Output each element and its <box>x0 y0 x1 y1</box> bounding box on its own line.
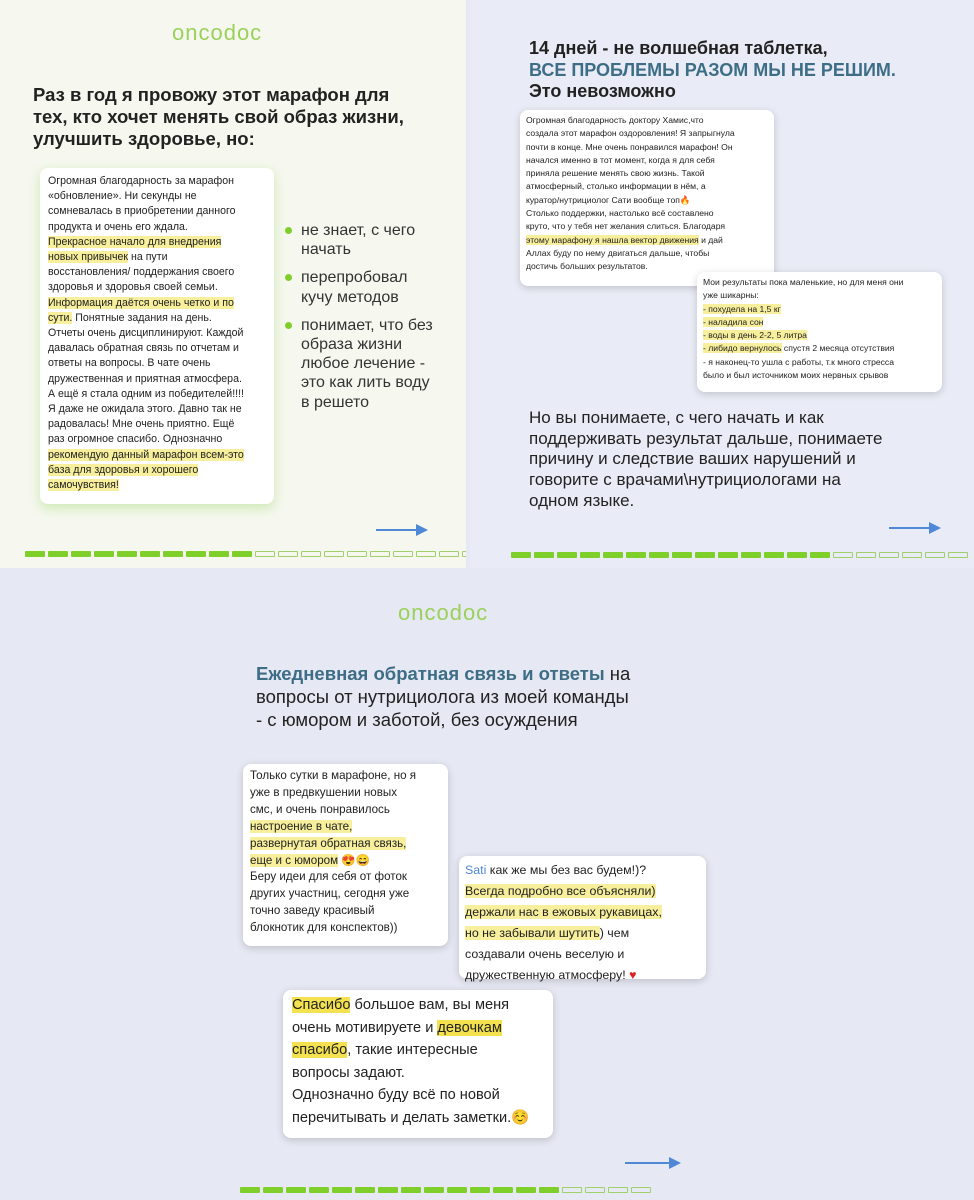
text-line <box>48 280 266 295</box>
text: Огромная благодарность доктору Хамис,что <box>526 115 704 125</box>
highlighted-text: Информация даётся очень четко и по <box>48 296 234 309</box>
text: и дай <box>698 234 723 245</box>
text: уже в предвкушении новых <box>250 785 398 799</box>
text: сомневалась в приобретении данного <box>48 205 236 218</box>
text: начался именно в тот момент, когда я для себя <box>526 154 715 165</box>
text-line <box>526 180 768 193</box>
progress-segment <box>447 1187 467 1193</box>
reason-item <box>285 316 460 412</box>
chat-message-card <box>283 990 553 1138</box>
text-line <box>465 944 700 965</box>
progress-segment <box>255 551 275 557</box>
reason-line: в решето <box>301 393 369 411</box>
text: Аллах буду по нему двигаться дальше, чтобы <box>526 247 710 258</box>
text-line <box>292 1107 544 1130</box>
progress-segment <box>626 552 646 558</box>
text-line <box>48 174 266 189</box>
text: продукта и очень его ждала. <box>48 220 188 233</box>
progress-segment <box>695 552 715 558</box>
highlighted-text: настроение в чате, <box>250 819 353 833</box>
text-line <box>703 289 936 302</box>
text-line <box>48 235 266 250</box>
reason-line: кучу методов <box>301 288 399 306</box>
text-line <box>526 207 768 220</box>
text-line <box>250 920 441 937</box>
text-line <box>250 785 441 802</box>
progress-segment <box>232 551 252 557</box>
text: А ещё я стала одним из победителей!!!! <box>48 387 244 400</box>
reason-line: не знает, с чего <box>301 222 416 239</box>
text-line <box>48 417 266 432</box>
results-card <box>697 272 942 392</box>
highlighted-text: Спасибо <box>292 997 351 1013</box>
progress-segment <box>580 552 600 558</box>
progress-segment <box>649 552 669 558</box>
para-line: одном языке. <box>529 490 635 510</box>
progress-segment <box>672 552 692 558</box>
chat-message-card <box>459 856 706 982</box>
highlighted-text: рекомендую данный марафон всем-это <box>48 448 244 461</box>
progress-segment <box>562 1187 582 1193</box>
text: дружественная и приятная атмосфера. <box>48 372 242 385</box>
text-line <box>48 220 266 235</box>
progress-segment <box>493 1187 513 1193</box>
text-line <box>703 329 936 342</box>
reason-line: любое лечение - <box>301 355 426 373</box>
text-line <box>250 903 441 920</box>
highlighted-text: Прекрасное начало для внедрения <box>48 235 222 248</box>
text-line <box>292 1017 544 1040</box>
text: Огромная благодарность за марафон <box>48 175 234 187</box>
reason-item <box>285 268 460 306</box>
progress-segment <box>424 1187 444 1193</box>
para-line: говорите с врачами\нутрициологами на <box>529 470 841 490</box>
reason-line: начать <box>301 241 351 259</box>
highlighted-text: еще и с юмором <box>250 853 339 867</box>
text: здоровья и здоровья своей семьи. <box>48 281 218 294</box>
progress-segment <box>470 1187 490 1193</box>
text-line <box>250 836 441 853</box>
progress-segment <box>163 551 183 557</box>
text: Беру идеи для себя от фоток <box>250 870 407 884</box>
progress-bar <box>240 1187 651 1193</box>
progress-segment <box>439 551 459 557</box>
text-line <box>48 204 266 219</box>
text: блокнотик для конспектов)) <box>250 921 398 935</box>
progress-segment <box>378 1187 398 1193</box>
text-line <box>48 265 266 280</box>
text: вопросы задают. <box>292 1064 405 1081</box>
chat-message-card <box>243 764 448 946</box>
text-line <box>465 860 700 881</box>
progress-segment <box>925 552 945 558</box>
text: «обновление». Ни секунды не <box>48 190 197 203</box>
text: было и был источником моих нервных срывов <box>703 370 889 381</box>
text: на пути <box>128 251 168 264</box>
highlighted-text: - наладила сон <box>703 316 764 327</box>
text: Только сутки в марафоне, но я <box>250 769 417 782</box>
progress-segment <box>608 1187 628 1193</box>
text-line <box>465 965 700 986</box>
reasons-list <box>285 221 460 421</box>
text-line <box>48 326 266 341</box>
text-line <box>292 994 544 1017</box>
progress-segment <box>833 552 853 558</box>
text-line <box>526 154 768 167</box>
slide-3-title <box>256 662 630 731</box>
text: спустя 2 месяца отсутствия <box>781 343 895 354</box>
text-line <box>48 463 266 478</box>
text-line <box>48 341 266 356</box>
text: круто, что у тебя нет желания слиться. Благодаря <box>526 221 726 232</box>
text-line <box>48 250 266 265</box>
text: - я наконец-то ушла с работы, т.к много стресса <box>703 356 895 367</box>
text: радовалась! Мне очень приятно. Ещё <box>48 418 235 431</box>
progress-segment <box>557 552 577 558</box>
title-rest: на <box>604 663 631 684</box>
highlighted-text: - похудела на 1,5 кг <box>703 303 781 314</box>
progress-segment <box>585 1187 605 1193</box>
highlighted-text: новых привычек <box>48 251 129 264</box>
text: ответы на вопросы. В чате очень <box>48 357 211 370</box>
text-line <box>292 1084 544 1107</box>
highlighted-text: сути. <box>48 311 73 324</box>
text: создала этот марафон оздоровления! Я запрыгнула <box>526 128 735 139</box>
text-line <box>250 768 441 785</box>
reason-line: образа жизни <box>301 335 403 353</box>
text: перечитывать и делать заметки.☺️ <box>292 1109 530 1126</box>
progress-segment <box>393 551 413 557</box>
text: большое вам, вы меня <box>350 997 510 1013</box>
text-line <box>48 478 266 493</box>
title-line: тех, кто хочет менять свой образ жизни, <box>33 106 404 128</box>
progress-segment <box>186 551 206 557</box>
highlighted-text: база для здоровья и хорошего <box>48 463 199 476</box>
text-line <box>48 296 266 311</box>
text-line <box>48 387 266 402</box>
progress-segment <box>240 1187 260 1193</box>
reason-item <box>285 221 460 259</box>
highlighted-text: Всегда подробно все объясняли) <box>465 884 656 898</box>
text-line <box>526 141 768 154</box>
progress-segment <box>416 551 436 557</box>
text: Столько поддержки, настолько всё составлено <box>526 208 714 219</box>
text: раз огромное спасибо. Однозначно <box>48 433 223 446</box>
text-line <box>703 276 936 289</box>
progress-segment <box>603 552 623 558</box>
progress-segment <box>370 551 390 557</box>
progress-segment <box>94 551 114 557</box>
title-line: улучшить здоровье, но: <box>33 128 255 150</box>
progress-segment <box>117 551 137 557</box>
progress-segment <box>347 551 367 557</box>
text: очень мотивируете и <box>292 1019 438 1036</box>
slide-2 <box>470 0 974 568</box>
text-line <box>703 316 936 329</box>
highlighted-text: - воды в день 2-2, 5 литра <box>703 330 807 341</box>
title-line: - с юмором и заботой, без осуждения <box>256 709 578 731</box>
title-line: 14 дней - не волшебная таблетка, <box>529 38 828 58</box>
text-line <box>703 303 936 316</box>
text-line <box>465 923 700 944</box>
para-line: Но вы понимаете, с чего начать и как <box>529 408 824 427</box>
text: давалась обратная связь по отчетам и <box>48 342 239 355</box>
text-line <box>48 448 266 463</box>
title-bold: Ежедневная обратная связь и ответы <box>256 663 605 684</box>
title-line: вопросы от нутрициолога из моей команды <box>256 686 629 708</box>
text-line <box>526 114 768 127</box>
text-line <box>526 220 768 233</box>
logo: oncodoc <box>172 20 263 45</box>
logo: oncodoc <box>398 600 489 625</box>
text: приняла решение менять свою жизнь. Такой <box>526 168 705 179</box>
explanation-paragraph <box>529 408 949 512</box>
text-line <box>48 402 266 417</box>
text-line <box>48 311 266 326</box>
text: уже шикарны: <box>703 290 759 301</box>
progress-segment <box>332 1187 352 1193</box>
text-line <box>526 234 768 247</box>
progress-segment <box>263 1187 283 1193</box>
progress-segment <box>631 1187 651 1193</box>
text-line <box>526 127 768 140</box>
progress-segment <box>462 551 466 557</box>
progress-segment <box>539 1187 559 1193</box>
para-line: поддерживать результат дальше, понимаете <box>529 428 883 448</box>
review-card <box>520 110 774 286</box>
text: куратор/нутрициолог Сати вообще топ🔥 <box>526 194 691 205</box>
text-line <box>526 167 768 180</box>
text-line <box>703 369 936 382</box>
highlighted-text: но не забывали шутить <box>465 926 600 940</box>
para-line: причину и следствие ваших нарушений и <box>529 449 856 469</box>
text: дружественную атмосферу! <box>465 968 630 982</box>
text: атмосферный, столько информации в нём, а <box>526 181 706 192</box>
text: Я даже не ожидала этого. Давно так не <box>48 403 242 416</box>
text: Понятные задания на день. <box>72 311 212 324</box>
text: как же мы без вас будем!)? <box>486 863 647 877</box>
highlighted-text: девочкам <box>437 1019 502 1036</box>
text-line <box>48 432 266 447</box>
progress-segment <box>48 551 68 557</box>
progress-bar <box>25 551 466 557</box>
progress-segment <box>324 551 344 557</box>
text-line <box>250 886 441 903</box>
text: других участниц, сегодня уже <box>250 887 410 901</box>
text-line <box>250 853 441 870</box>
next-arrow-icon[interactable] <box>376 523 428 537</box>
highlighted-text: развернутая обратная связь, <box>250 836 407 850</box>
progress-segment <box>787 552 807 558</box>
progress-segment <box>948 552 968 558</box>
text-line <box>703 356 936 369</box>
text-line <box>250 819 441 836</box>
text-line <box>292 1062 544 1085</box>
highlighted-text: самочувствия! <box>48 479 119 492</box>
text-line <box>703 342 936 355</box>
title-line-highlight: ВСЕ ПРОБЛЕМЫ РАЗОМ МЫ НЕ РЕШИМ. <box>529 59 896 80</box>
title-line: Это невозможно <box>529 81 676 102</box>
review-card <box>40 168 274 504</box>
progress-segment <box>764 552 784 558</box>
text-line <box>250 802 441 819</box>
text-line <box>48 356 266 371</box>
progress-segment <box>401 1187 421 1193</box>
slide-1-title <box>33 84 404 151</box>
text-line <box>250 869 441 886</box>
text-line <box>465 881 700 902</box>
text-line <box>48 372 266 387</box>
next-arrow-icon[interactable] <box>889 521 941 535</box>
text: восстановления/ поддержания своего <box>48 266 235 279</box>
slide-3 <box>0 570 974 1200</box>
next-arrow-icon[interactable] <box>625 1156 681 1170</box>
progress-segment <box>278 551 298 557</box>
progress-segment <box>741 552 761 558</box>
progress-segment <box>810 552 830 558</box>
progress-segment <box>902 552 922 558</box>
heart-icon: ♥ <box>629 968 637 982</box>
progress-segment <box>140 551 160 557</box>
text: , такие интересные <box>347 1042 478 1059</box>
text: Мои результаты пока маленькие, но для меня они <box>703 277 904 287</box>
progress-segment <box>25 551 45 557</box>
progress-bar <box>511 552 968 558</box>
text-line <box>526 247 768 260</box>
progress-segment <box>718 552 738 558</box>
highlighted-text: этому марафону я нашла вектор движения <box>526 234 699 245</box>
text-line <box>526 194 768 207</box>
title-line: Раз в год я провожу этот марафон для <box>33 84 390 105</box>
progress-segment <box>355 1187 375 1193</box>
reason-line: это как лить воду <box>301 374 430 392</box>
text: достичь больших результатов. <box>526 261 648 272</box>
text: 😍😄 <box>338 853 371 867</box>
text: Однозначно буду всё по новой <box>292 1087 500 1104</box>
text-line <box>465 902 700 923</box>
text-line <box>292 1039 544 1062</box>
text: ) чем <box>599 926 630 940</box>
highlighted-text: спасибо <box>292 1042 348 1059</box>
progress-segment <box>209 551 229 557</box>
reason-line: понимает, что без <box>301 316 433 334</box>
highlighted-text: - либидо вернулось <box>703 343 782 354</box>
progress-segment <box>534 552 554 558</box>
progress-segment <box>511 552 531 558</box>
text-line <box>48 189 266 204</box>
slide-1 <box>0 0 466 568</box>
text: создавали очень веселую и <box>465 947 625 961</box>
progress-segment <box>309 1187 329 1193</box>
text: смс, и очень понравилось <box>250 802 390 816</box>
progress-segment <box>301 551 321 557</box>
text: Отчеты очень дисциплинируют. Каждой <box>48 327 244 340</box>
progress-segment <box>71 551 91 557</box>
progress-segment <box>286 1187 306 1193</box>
progress-segment <box>856 552 876 558</box>
reason-line: перепробовал <box>301 269 408 287</box>
text: почти в конце. Мне очень понравился марафон! Он <box>526 141 733 152</box>
slide-2-title <box>529 38 896 103</box>
progress-segment <box>879 552 899 558</box>
sender-name: Sati <box>465 863 487 877</box>
text: точно заведу красивый <box>250 904 375 918</box>
progress-segment <box>516 1187 536 1193</box>
highlighted-text: держали нас в ежовых рукавицах, <box>465 905 662 919</box>
